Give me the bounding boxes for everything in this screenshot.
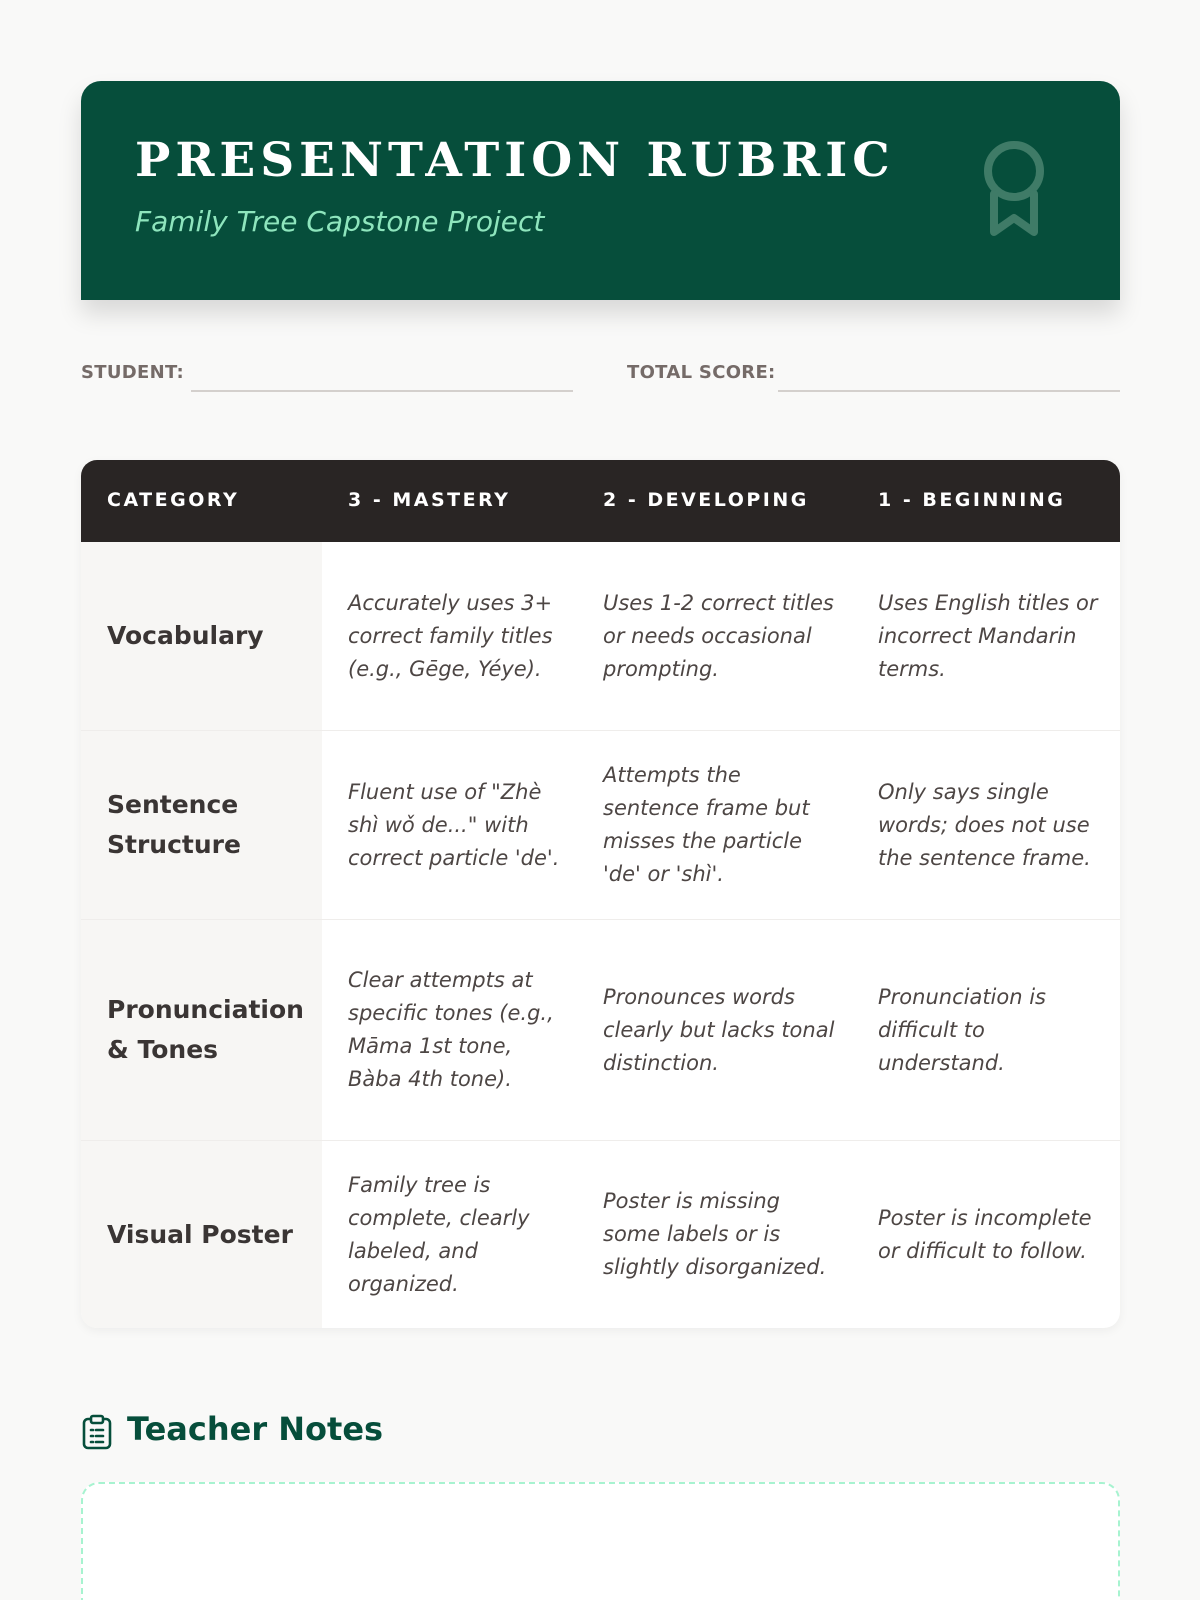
category-cell [81,1141,322,1328]
mastery-description: Fluent use of "Zhè shì wǒ de..." with correct particle 'de'. [348,779,560,870]
column-header-beginning: 1 - BEGINNING [878,489,1066,511]
award-icon [978,138,1050,242]
developing-cell [603,731,843,919]
category-label: Pronunciation & Tones [107,995,304,1064]
column-header-category: CATEGORY [107,489,240,511]
category-cell [81,542,322,730]
total-score-label: TOTAL SCORE: [627,362,776,383]
student-field[interactable] [191,390,573,392]
category-cell [81,731,322,919]
student-label: STUDENT: [81,362,185,383]
teacher-notes-area[interactable] [81,1482,1120,1600]
rubric-header [81,81,1120,300]
category-cell [81,920,322,1140]
table-row [81,542,1120,731]
mastery-description: Family tree is complete, clearly labeled, and organized. [348,1172,530,1296]
mastery-cell [348,542,568,730]
mastery-description: Clear attempts at specific tones (e.g., Māma 1st tone, Bàba 4th tone). [348,968,554,1091]
developing-description: Poster is missing some labels or is slightly disorganized. [603,1189,827,1279]
developing-description: Pronounces words clearly but lacks tonal distinction. [603,984,835,1075]
beginning-description: Pronunciation is difficult to understand. [878,984,1046,1075]
column-header-mastery: 3 - MASTERY [348,489,511,511]
beginning-cell [878,1141,1098,1328]
developing-cell [603,542,843,730]
total-score-field[interactable] [778,390,1120,392]
category-label: Vocabulary [107,621,264,650]
beginning-cell [878,920,1098,1140]
mastery-cell [348,920,568,1140]
developing-cell [603,1141,843,1328]
column-header-developing: 2 - DEVELOPING [603,489,809,511]
rubric-table [81,460,1120,1328]
page-subtitle: Family Tree Capstone Project [135,205,545,238]
category-label: Sentence Structure [107,790,241,859]
developing-description: Attempts the sentence frame but misses the particle 'de' or 'shì'. [603,763,810,886]
beginning-cell [878,731,1098,919]
table-header [81,460,1120,542]
page-title: PRESENTATION RUBRIC [135,133,895,188]
developing-cell [603,920,843,1140]
table-row [81,1141,1120,1328]
beginning-description: Poster is incomplete or difficult to follow. [878,1205,1092,1263]
table-row [81,731,1120,920]
mastery-cell [348,1141,568,1328]
beginning-cell [878,542,1098,730]
developing-description: Uses 1-2 correct titles or needs occasional prompting. [603,590,834,681]
mastery-cell [348,731,568,919]
beginning-description: Only says single words; does not use the sentence frame. [878,779,1091,870]
table-row [81,920,1120,1141]
mastery-description: Accurately uses 3+ correct family titles (e.g., Gēge, Yéye). [348,590,553,681]
clipboard-icon [81,1414,113,1450]
teacher-notes-heading: Teacher Notes [127,1410,384,1448]
category-label: Visual Poster [107,1219,293,1249]
beginning-description: Uses English titles or incorrect Mandarin terms. [878,590,1098,681]
